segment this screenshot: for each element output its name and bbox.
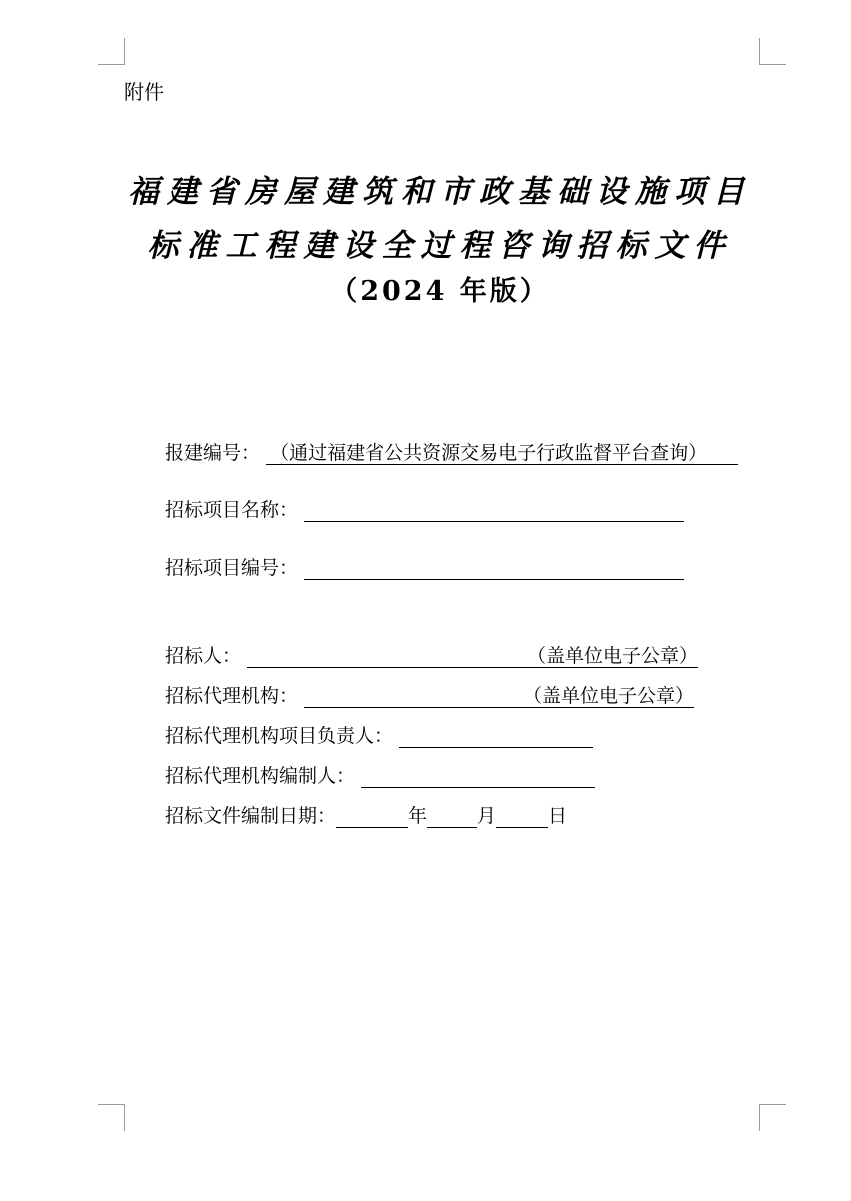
crop-mark-top-right [759,38,786,65]
agency-label: 招标代理机构： [165,685,299,707]
attachment-label: 附件 [124,80,164,104]
agency-manager-label: 招标代理机构项目负责人： [165,725,394,747]
project-number-label: 招标项目编号： [165,557,299,579]
crop-mark-bottom-right [759,1104,786,1131]
agency-field [165,684,694,708]
prepare-date-label: 招标文件编制日期： [165,805,337,827]
month-label: 月 [477,805,497,827]
project-number-input[interactable] [304,556,684,580]
year-input[interactable] [336,804,408,828]
project-name-field [165,498,684,522]
month-input[interactable] [427,804,477,828]
project-number-field [165,556,684,580]
agency-manager-input[interactable] [399,724,593,748]
report-number-field [165,441,738,465]
report-number-label: 报建编号： [165,442,261,464]
document-title-line-1: 福建省房屋建筑和市政基础设施项目 [128,174,752,210]
year-label: 年 [408,805,428,827]
crop-mark-top-left [98,38,125,65]
project-name-input[interactable] [304,498,684,522]
prepare-date-field [165,804,567,828]
agency-preparer-label: 招标代理机构编制人： [165,765,356,787]
crop-mark-bottom-left [98,1104,125,1131]
tenderer-label: 招标人： [165,645,242,667]
report-number-value[interactable]: （通过福建省公共资源交易电子行政监督平台查询） [266,441,738,465]
agency-manager-field [165,724,593,748]
project-name-label: 招标项目名称： [165,499,299,521]
agency-preparer-input[interactable] [361,764,595,788]
document-title-line-2: 标准工程建设全过程咨询招标文件 [147,228,733,264]
agency-input[interactable]: （盖单位电子公章） [304,684,694,708]
tenderer-field [165,644,698,668]
day-label: 日 [548,805,568,827]
day-input[interactable] [496,804,548,828]
document-edition: （2024 年版） [330,276,550,307]
tenderer-input[interactable]: （盖单位电子公章） [247,644,698,668]
agency-preparer-field [165,764,595,788]
